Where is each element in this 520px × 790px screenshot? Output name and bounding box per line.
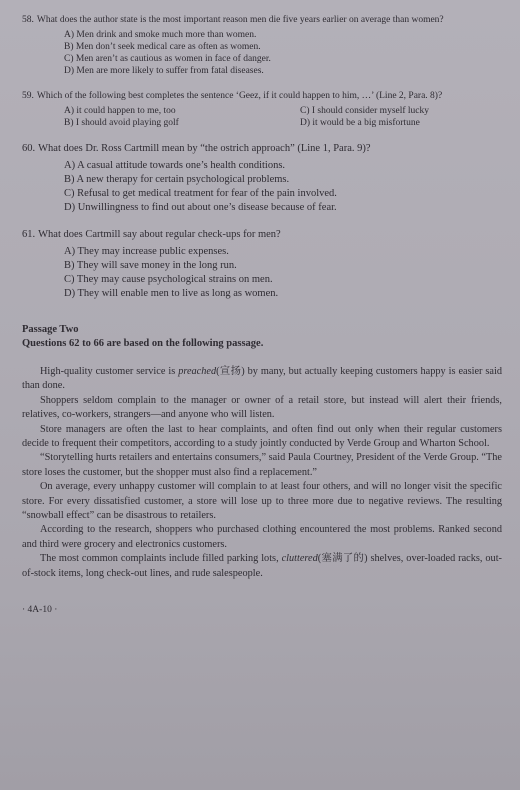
option-b: B) I should avoid playing golf: [64, 118, 179, 128]
question-text: Which of the following best completes the sentence ‘Geez, if it could happen to him, …’ (Line 2, Para. 8)?: [36, 91, 443, 101]
passage-instruction: Questions 62 to 66 are based on the following passage.: [22, 338, 264, 349]
option-c: C) Men aren’t as cautious as women in face of danger.: [64, 54, 271, 64]
paragraph-7: [22, 552, 502, 581]
paragraph-2: Shoppers seldom complain to the manager or owner of a retail store, but instead will alert their friends, relatives, co-workers, strangers—and anyone who will listen.: [22, 394, 502, 421]
passage-title: Passage Two: [22, 324, 79, 335]
option-d: D) Men are more likely to suffer from fatal diseases.: [64, 66, 264, 76]
text-run: by many, but actually keeping customers happy is easier said than done.: [22, 366, 502, 392]
question-stem: [22, 14, 502, 26]
gloss: (宣扬): [216, 366, 245, 377]
glossed-word: cluttered: [281, 553, 318, 565]
options-list: [64, 245, 502, 301]
option-b: B) Men don’t seek medical care as often as women.: [64, 42, 261, 52]
paragraph-3: Store managers are often the last to hear complaints, and often find out only when their regular customers decide to frequent their competitors, according to a study jointly conducted by Verde Group and Wharton School.: [22, 423, 502, 450]
glossed-word: preached: [178, 366, 217, 377]
paragraph-6: According to the research, shoppers who purchased clothing encountered the most problems. Ranked second and third were grocery and electronics customers.: [22, 524, 502, 550]
option-b: B) They will save money in the long run.: [64, 260, 237, 271]
passage-body: [22, 365, 502, 581]
option-d: D) Unwillingness to find out about one’s disease because of fear.: [64, 202, 337, 213]
question-58: [22, 14, 502, 77]
options-grid: [64, 105, 502, 129]
question-stem: [22, 228, 502, 242]
question-text: What does Dr. Ross Cartmill mean by “the ostrich approach” (Line 1, Para. 9)?: [38, 143, 371, 154]
paragraph-1: [22, 365, 502, 394]
options-list: [64, 159, 502, 215]
question-61: [22, 228, 502, 301]
option-d: D) They will enable men to live as long as women.: [64, 288, 279, 299]
question-stem: [22, 90, 502, 102]
option-a: A) They may increase public expenses.: [64, 246, 229, 257]
question-number: 58.: [22, 15, 34, 25]
question-text: What does Cartmill say about regular check-ups for men?: [38, 229, 281, 240]
question-number: 59.: [22, 91, 34, 101]
options-list: [64, 29, 502, 77]
paragraph-5: On average, every unhappy customer will complain to at least four others, and will no longer visit the specific store. For every dissatisfied customer, a store will lose up to three more due to negative reviews. The resulting “snowball effect” can be disastrous to retailers.: [22, 481, 502, 522]
question-number: 61.: [22, 229, 36, 240]
option-c: C) I should consider myself lucky: [300, 106, 430, 116]
question-stem: [22, 142, 502, 156]
question-59: [22, 90, 502, 129]
question-number: 60.: [22, 143, 36, 154]
page-number: · 4A-10 ·: [22, 605, 58, 616]
question-60: [22, 142, 502, 215]
option-a: A) A casual attitude towards one’s health conditions.: [64, 160, 286, 171]
paragraph-4: “Storytelling hurts retailers and entertains consumers,” said Paula Courtney, President of the Verde Group. “The store loses the customer, but the shopper must also find a replacement.”: [22, 452, 502, 478]
option-b: B) A new therapy for certain psychological problems.: [64, 174, 290, 185]
text-run: The most common complaints include filled parking lots,: [40, 553, 282, 565]
option-c: C) Refusal to get medical treatment for fear of the pain involved.: [64, 188, 337, 199]
option-a: A) Men drink and smoke much more than women.: [64, 30, 257, 40]
option-a: A) it could happen to me, too: [64, 106, 176, 116]
text-run: shelves, over-loaded racks, out-of-stock items, long check-out lines, and rude salespeople.: [22, 553, 502, 579]
option-d: D) it would be a big misfortune: [300, 118, 420, 128]
question-text: What does the author state is the most important reason men die five years earlier on average than women?: [36, 15, 444, 25]
gloss: (塞满了的): [317, 553, 368, 565]
text-run: High-quality customer service is: [40, 366, 179, 377]
option-c: C) They may cause psychological strains on men.: [64, 274, 273, 285]
